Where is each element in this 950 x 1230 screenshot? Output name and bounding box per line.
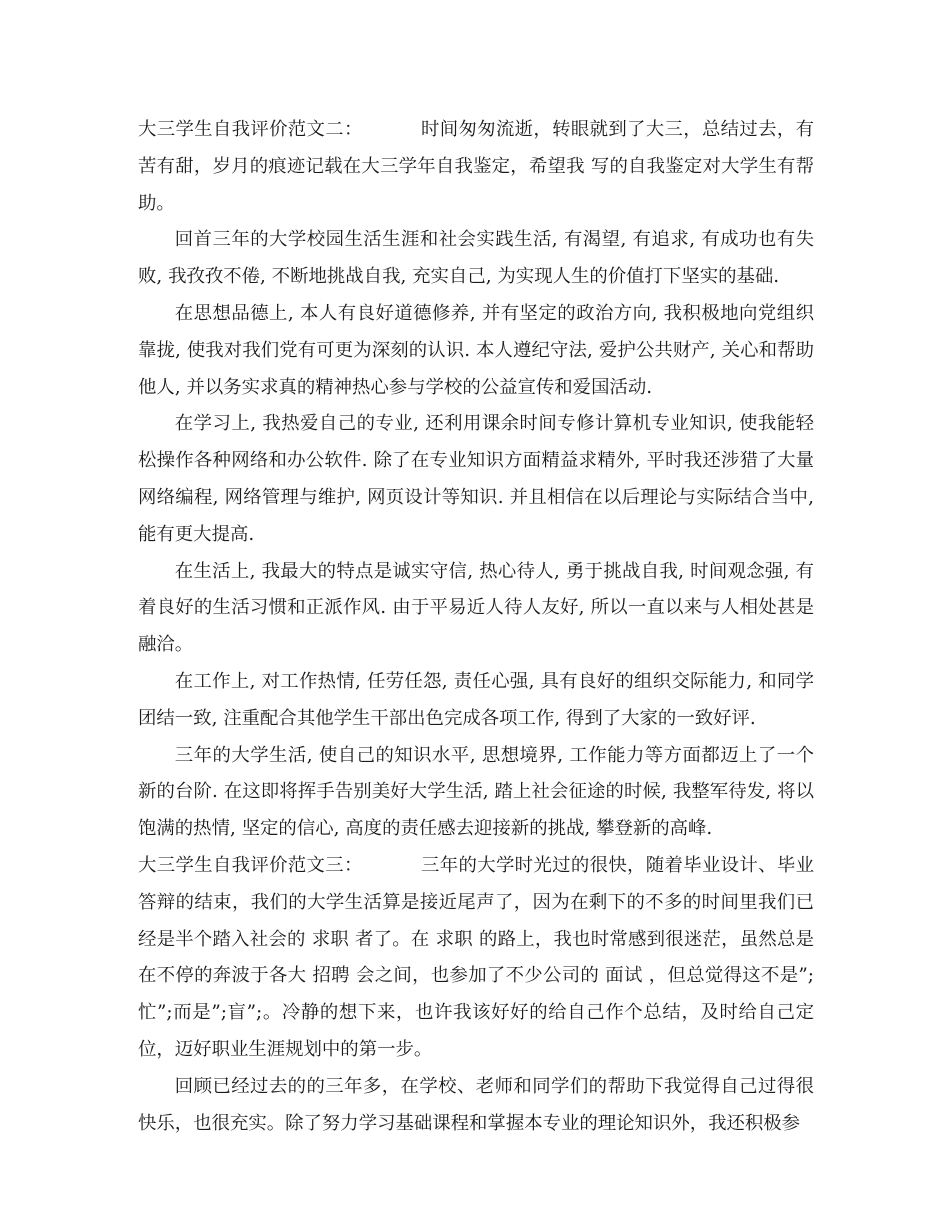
paragraph: 在学习上, 我热爱自己的专业, 还利用课余时间专修计算机专业知识, 使我能轻松操作各种网络和办公软件. 除了在专业知识方面精益求精外, 平时我还涉猎了大量网络编程, 网络管理与维护, 网页设计等知识. 并且相信在以后理论与实际结合当中, 能有更大提高. <box>138 413 814 545</box>
section-two-intro <box>138 112 814 222</box>
paragraph: 回首三年的大学校园生活生涯和社会实践生活, 有渴望, 有追求, 有成功也有失败, 我孜孜不倦, 不断地挑战自我, 充实自己, 为实现人生的价值打下坚实的基础. <box>138 229 814 288</box>
paragraph: 回顾已经过去的的三年多，在学校、老师和同学们的帮助下我觉得自己过得很快乐，也很充实。除了努力学习基础课程和掌握本专业的理论知识外，我还积极参 <box>138 1075 814 1134</box>
paragraph: 在思想品德上, 本人有良好道德修养, 并有坚定的政治方向, 我积极地向党组织靠拢, 使我对我们党有可更为深刻的认识. 本人遵纪守法, 爱护公共财产, 关心和帮助他人, 并以务实求真的精神热心参与学校的公益宣传和爱国活动. <box>138 302 814 398</box>
paragraph: 在生活上, 我最大的特点是诚实守信, 热心待人, 勇于挑战自我, 时间观念强, 有着良好的生活习惯和正派作风. 由于平易近人待人友好, 所以一直以来与人相处甚是融洽。 <box>138 560 814 656</box>
paragraph: 在工作上, 对工作热情, 任劳任怨, 责任心强, 具有良好的组织交际能力, 和同学团结一致, 注重配合其他学生干部出色完成各项工作, 得到了大家的一致好评. <box>138 670 814 729</box>
document-body <box>138 112 814 1142</box>
section-two-heading: 大三学生自我评价范文二： <box>138 119 363 140</box>
section-three-heading: 大三学生自我评价范文三： <box>138 854 363 876</box>
section-three-intro <box>138 848 814 1069</box>
section-three-lead: 三年的大学时光过的很快，随着毕业设计、毕业答辩的结束，我们的大学生活算是接近尾声了，因为在剩下的不多的时间里我们已经是半个踏入社会的 求职 者了。在 求职 的路上，我也时常感到很迷茫，虽然总是在不停的奔波于各大 招聘 会之间，也参加了不少公司的 面试 ，但总觉得这不是”;忙”;而是”;盲”;。冷静的想下来，也许我该好好的给自己作个总结，及时给自己定位，迈好职业生涯规划中的第一步。 <box>138 854 814 1060</box>
section-two-lead: 时间匆匆流逝，转眼就到了大三，总结过去，有苦有甜，岁月的痕迹记载在大三学年自我鉴定，希望我 写的自我鉴定对大学生有帮助。 <box>138 119 814 214</box>
paragraph: 三年的大学生活, 使自己的知识水平, 思想境界, 工作能力等方面都迈上了一个新的台阶. 在这即将挥手告别美好大学生活, 踏上社会征途的时候, 我整军待发, 将以饱满的热情, 坚定的信心, 高度的责任感去迎接新的挑战, 攀登新的高峰. <box>138 744 814 840</box>
